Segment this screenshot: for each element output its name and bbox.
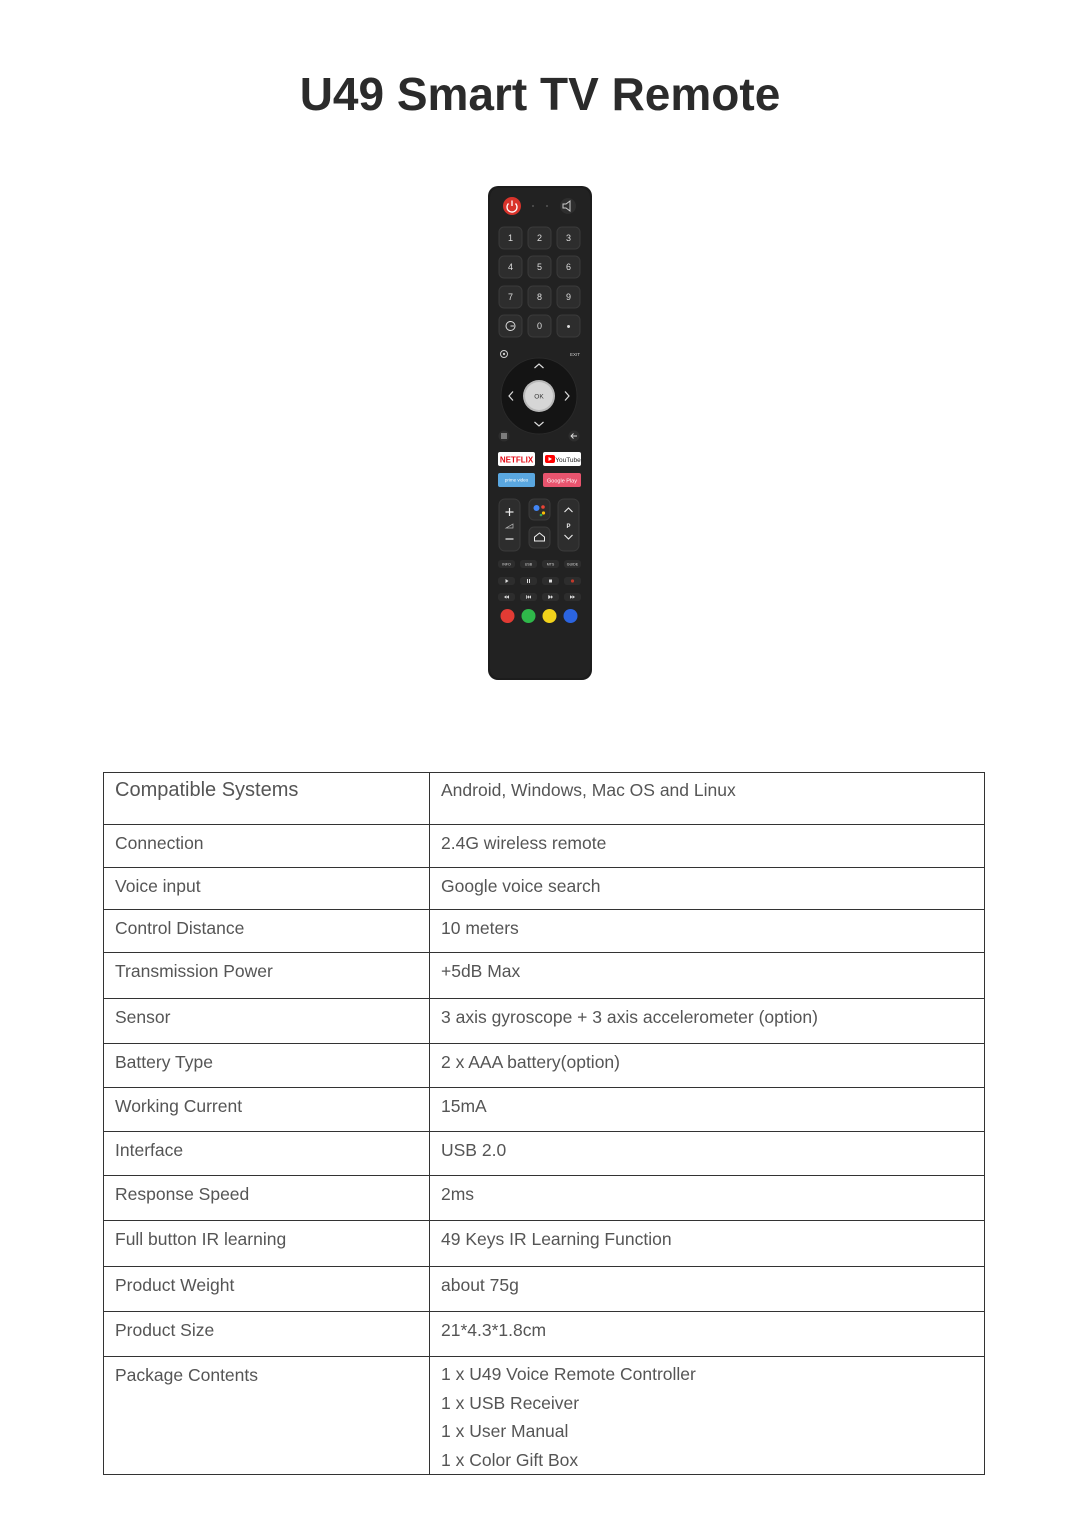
table-row [104, 910, 985, 953]
key-7: 7 [507, 292, 514, 302]
key-4: 4 [507, 262, 514, 272]
spec-value: about 75g [430, 1267, 985, 1312]
spec-label: Sensor [104, 999, 430, 1044]
key-0: 0 [536, 321, 543, 331]
spec-label: Control Distance [104, 910, 430, 953]
spec-value: USB 2.0 [430, 1132, 985, 1176]
yellow-key [543, 609, 557, 623]
blue-key [564, 609, 578, 623]
key-3: 3 [565, 233, 572, 243]
table-row [104, 868, 985, 910]
exit-key: EXIT [569, 352, 581, 357]
usb-key: USB [524, 562, 533, 567]
green-key [522, 609, 536, 623]
table-row [104, 825, 985, 868]
spec-value: 3 axis gyroscope + 3 axis accelerometer (option) [430, 999, 985, 1044]
google-assistant-button [529, 499, 550, 520]
home-icon [529, 527, 550, 548]
stop-icon [549, 580, 552, 583]
table-row [104, 1357, 985, 1475]
key-2: 2 [536, 233, 543, 243]
svg-text:YouTube: YouTube [555, 457, 581, 464]
back-icon [569, 431, 580, 442]
youtube-button [543, 452, 581, 466]
netflix-button [498, 452, 535, 466]
table-row [104, 1312, 985, 1357]
package-contents [430, 1357, 985, 1475]
svg-text:prime video: prime video [504, 477, 529, 483]
key-1: 1 [507, 233, 514, 243]
google-play-button [543, 473, 581, 487]
spec-label: Voice input [104, 868, 430, 910]
menu-icon [499, 431, 510, 442]
record-icon [571, 579, 574, 582]
spec-value: 10 meters [430, 910, 985, 953]
table-row [104, 953, 985, 999]
table-row [104, 1044, 985, 1088]
key-9: 9 [565, 292, 572, 302]
volume-rocker [499, 499, 520, 551]
spec-value: Android, Windows, Mac OS and Linux [430, 773, 985, 825]
table-row [104, 1176, 985, 1221]
table-row [104, 1132, 985, 1176]
pause-icon [527, 579, 528, 583]
table-row [104, 1088, 985, 1132]
package-item: 1 x U49 Voice Remote Controller [441, 1364, 696, 1384]
table-row [104, 773, 985, 825]
key-dot: • [566, 321, 571, 333]
table-row [104, 999, 985, 1044]
red-key [501, 609, 515, 623]
key-8: 8 [536, 292, 543, 302]
dpad [501, 358, 577, 434]
spec-value: 21*4.3*1.8cm [430, 1312, 985, 1357]
specs-table [103, 772, 985, 1475]
info-key: INFO [502, 562, 511, 567]
guide-key: GUIDE [566, 562, 579, 567]
package-item: 1 x Color Gift Box [441, 1449, 579, 1470]
spec-value: +5dB Max [430, 953, 985, 999]
page-title: U49 Smart TV Remote [299, 68, 781, 120]
mute-button [560, 198, 576, 214]
spec-value: 49 Keys IR Learning Function [430, 1221, 985, 1267]
spec-label: Working Current [104, 1088, 430, 1132]
package-label: Package Contents [104, 1357, 430, 1475]
spec-label: Battery Type [104, 1044, 430, 1088]
svg-text:NETFLIX: NETFLIX [499, 455, 534, 465]
svg-text:P: P [566, 524, 571, 530]
mts-key: MTS [546, 562, 555, 567]
spec-label: Full button IR learning [104, 1221, 430, 1267]
spec-label: Response Speed [104, 1176, 430, 1221]
spec-label: Product Weight [104, 1267, 430, 1312]
table-row [104, 1267, 985, 1312]
spec-value: 15mA [430, 1088, 985, 1132]
remote-image [486, 184, 594, 682]
spec-label: Product Size [104, 1312, 430, 1357]
power-button [503, 197, 521, 215]
spec-label: Compatible Systems [104, 773, 430, 825]
channel-rocker [558, 499, 579, 551]
spec-value: 2ms [430, 1176, 985, 1221]
ok-key: OK [534, 393, 544, 401]
package-item: 1 x USB Receiver [441, 1392, 580, 1413]
spec-label: Interface [104, 1132, 430, 1176]
table-row [104, 1221, 985, 1267]
package-item: 1 x User Manual [441, 1421, 569, 1441]
prime-video-button [498, 473, 535, 487]
key-6: 6 [565, 262, 572, 272]
spec-value: 2.4G wireless remote [430, 825, 985, 868]
key-5: 5 [536, 262, 543, 272]
spec-value: Google voice search [430, 868, 985, 910]
spec-value: 2 x AAA battery(option) [430, 1044, 985, 1088]
spec-label: Transmission Power [104, 953, 430, 999]
spec-label: Connection [104, 825, 430, 868]
svg-text:Google Play: Google Play [547, 478, 577, 485]
